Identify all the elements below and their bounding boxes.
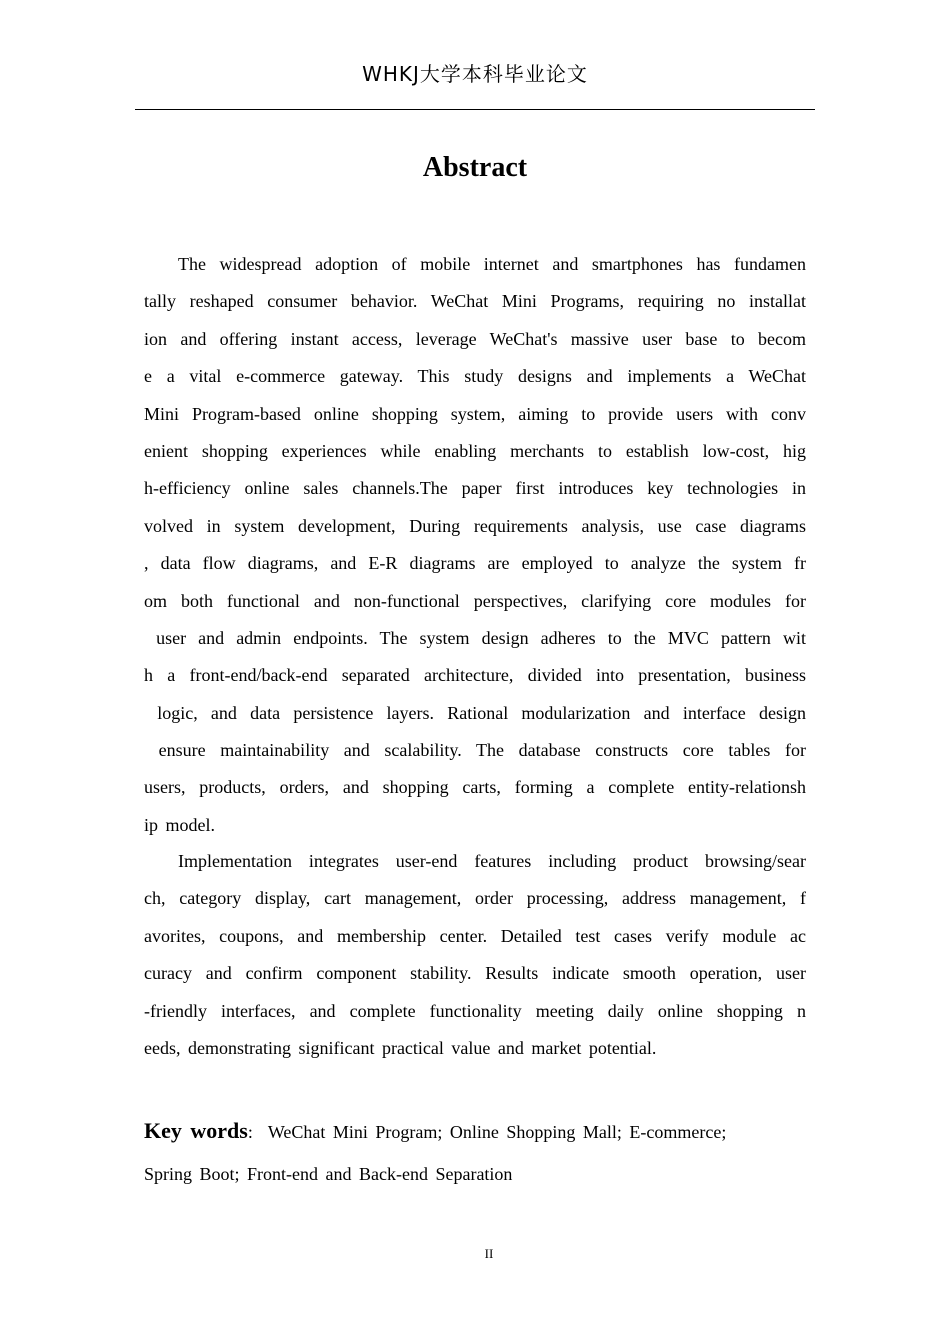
abstract-paragraph-2 bbox=[144, 843, 806, 1067]
text-line: ion and offering instant access, leverage WeChat's massive user base to becom bbox=[144, 328, 806, 349]
text-line: om both functional and non-functional perspectives, clarifying core modules for bbox=[144, 590, 806, 611]
keywords-separator: : bbox=[247, 1122, 253, 1142]
text-line: h-efficiency online sales channels.The paper first introduces key technologies in bbox=[144, 478, 806, 499]
text-line: ch, category display, cart management, order processing, address management, f bbox=[144, 888, 806, 909]
text-line: The widespread adoption of mobile internet and smartphones has fundamen bbox=[178, 254, 806, 274]
text-line: users, products, orders, and shopping carts, forming a complete entity-relationsh bbox=[144, 777, 806, 798]
keywords-line-1 bbox=[144, 1112, 806, 1150]
text-line: ensure maintainability and scalability. The database constructs core tables for bbox=[144, 740, 806, 761]
text-line: , data flow diagrams, and E-R diagrams are employed to analyze the system fr bbox=[144, 553, 806, 574]
running-header: WHKJ大学本科毕业论文 bbox=[362, 62, 588, 86]
keywords-text-2: Spring Boot; Front-end and Back-end Separation bbox=[144, 1164, 513, 1184]
text-line: curacy and confirm component stability. Results indicate smooth operation, user bbox=[144, 963, 806, 984]
keywords-line-2 bbox=[144, 1155, 806, 1193]
abstract-paragraph-1 bbox=[144, 246, 806, 844]
text-line: logic, and data persistence layers. Rational modularization and interface design bbox=[144, 702, 806, 723]
abstract-title: Abstract bbox=[422, 152, 528, 183]
text-line: avorites, coupons, and membership center. Detailed test cases verify module ac bbox=[144, 925, 806, 946]
text-line: eeds, demonstrating significant practical value and market potential. bbox=[144, 1037, 657, 1058]
text-line: Implementation integrates user-end features including product browsing/sear bbox=[178, 851, 806, 871]
header-divider bbox=[135, 109, 815, 110]
keywords-text-1: WeChat Mini Program; Online Shopping Mall; E-commerce; bbox=[267, 1122, 727, 1142]
text-line: enient shopping experiences while enabling merchants to establish low-cost, hig bbox=[144, 440, 806, 461]
text-line: -friendly interfaces, and complete functionality meeting daily online shopping n bbox=[144, 1000, 806, 1021]
text-line: h a front-end/back-end separated architecture, divided into presentation, business bbox=[144, 665, 806, 686]
text-line: volved in system development, During requirements analysis, use case diagrams bbox=[144, 515, 806, 536]
keywords-label: Key words bbox=[144, 1118, 248, 1143]
text-line: tally reshaped consumer behavior. WeChat Mini Programs, requiring no installat bbox=[144, 291, 806, 312]
text-line: ip model. bbox=[144, 814, 215, 835]
text-line: e a vital e-commerce gateway. This study designs and implements a WeChat bbox=[144, 366, 806, 387]
text-line: Mini Program-based online shopping system, aiming to provide users with conv bbox=[144, 403, 806, 424]
page-number: II bbox=[484, 1246, 494, 1261]
text-line: user and admin endpoints. The system design adheres to the MVC pattern wit bbox=[144, 627, 806, 648]
